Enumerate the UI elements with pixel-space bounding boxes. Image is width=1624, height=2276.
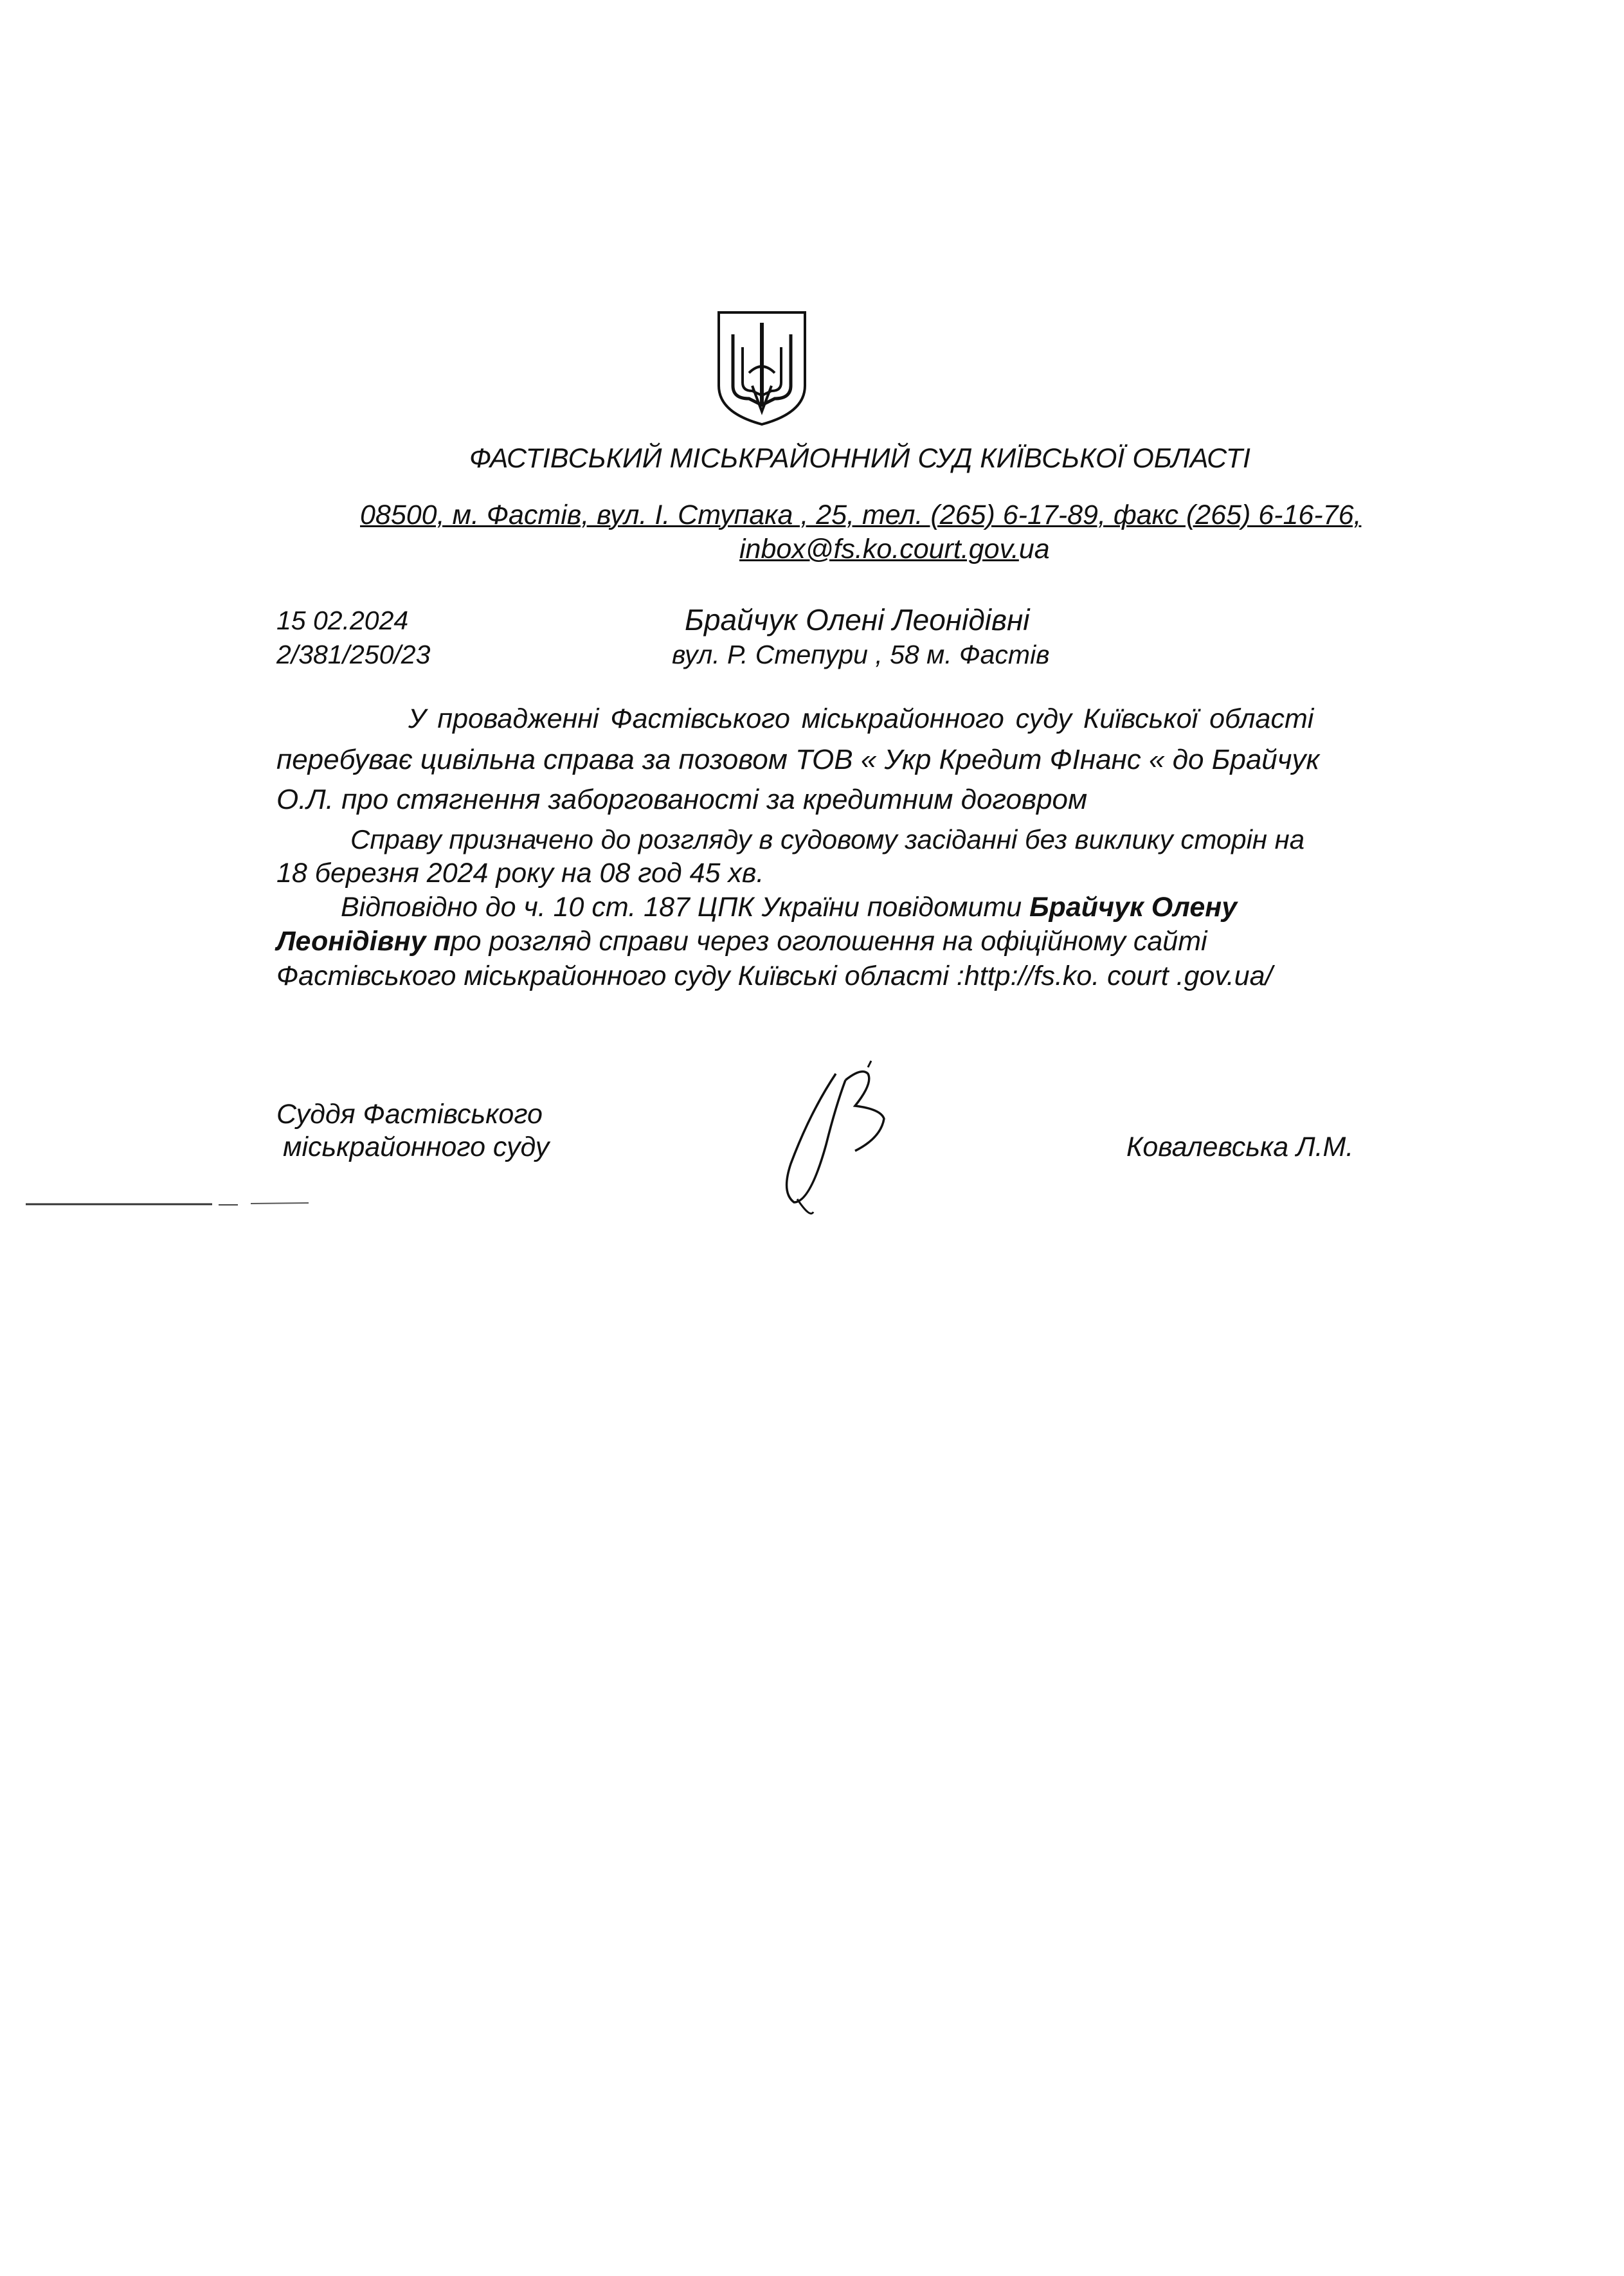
handwritten-signature xyxy=(765,1054,907,1222)
body-p3-line1-text: Відповідно до ч. 10 ст. 187 ЦПК України повідомити xyxy=(341,892,1030,923)
court-email[interactable]: inbox@fs.ko.court.gov. xyxy=(739,534,1019,564)
court-email-line xyxy=(739,536,1050,563)
court-title: ФАСТІВСЬКИЙ МІСЬКРАЙОННИЙ СУД КИЇВСЬКОЇ ОБЛАСТІ xyxy=(469,443,1250,474)
body-p2-line1: Справу призначено до розгляду в судовому засіданні без виклику сторін на xyxy=(350,824,1305,854)
judge-position-line2: міськрайонного суду xyxy=(283,1132,550,1162)
scan-artifact-line xyxy=(26,1201,321,1207)
case-number: 2/381/250/23 xyxy=(276,640,431,669)
addressee-street: вул. Р. Степури , 58 м. Фастів xyxy=(672,640,1050,669)
body-p1-line1: У провадженні Фастівського міськрайонного суду Київської області xyxy=(408,703,1314,734)
coat-of-arms-icon xyxy=(714,309,810,428)
body-p1-line2: перебуває цивільна справа за позовом ТОВ « Укр Кредит ФІнанс « до Брайчук xyxy=(276,744,1320,775)
body-p3-line1 xyxy=(341,894,1237,921)
body-p3-line3: Фастівського міськрайонного суду Київські області :http://fs.ko. court .gov.ua/ xyxy=(276,961,1273,991)
addressee-name: Брайчук Олені Леонідівні xyxy=(685,603,1030,637)
court-email-suffix: ua xyxy=(1018,534,1050,564)
body-p3-name-bold-2: Леонідівну п xyxy=(276,926,451,957)
body-p3-line2-text: ро розгляд справи через оголошення на офіційному сайті xyxy=(450,926,1207,957)
letter-date: 15 02.2024 xyxy=(276,606,409,635)
body-p3-name-bold: Брайчук Олену xyxy=(1029,892,1238,923)
body-p1-line3: О.Л. про стягнення заборгованості за кредитним договром xyxy=(276,784,1088,815)
judge-name: Ковалевська Л.М. xyxy=(1126,1132,1354,1162)
court-address: 08500, м. Фастів, вул. І. Ступака , 25, тел. (265) 6-17-89, факс (265) 6-16-76, xyxy=(360,500,1362,530)
judge-position-line1: Суддя Фастівського xyxy=(276,1099,543,1130)
body-p3-line2 xyxy=(276,928,1207,955)
body-p2-line2: 18 березня 2024 року на 08 год 45 хв. xyxy=(276,858,764,889)
